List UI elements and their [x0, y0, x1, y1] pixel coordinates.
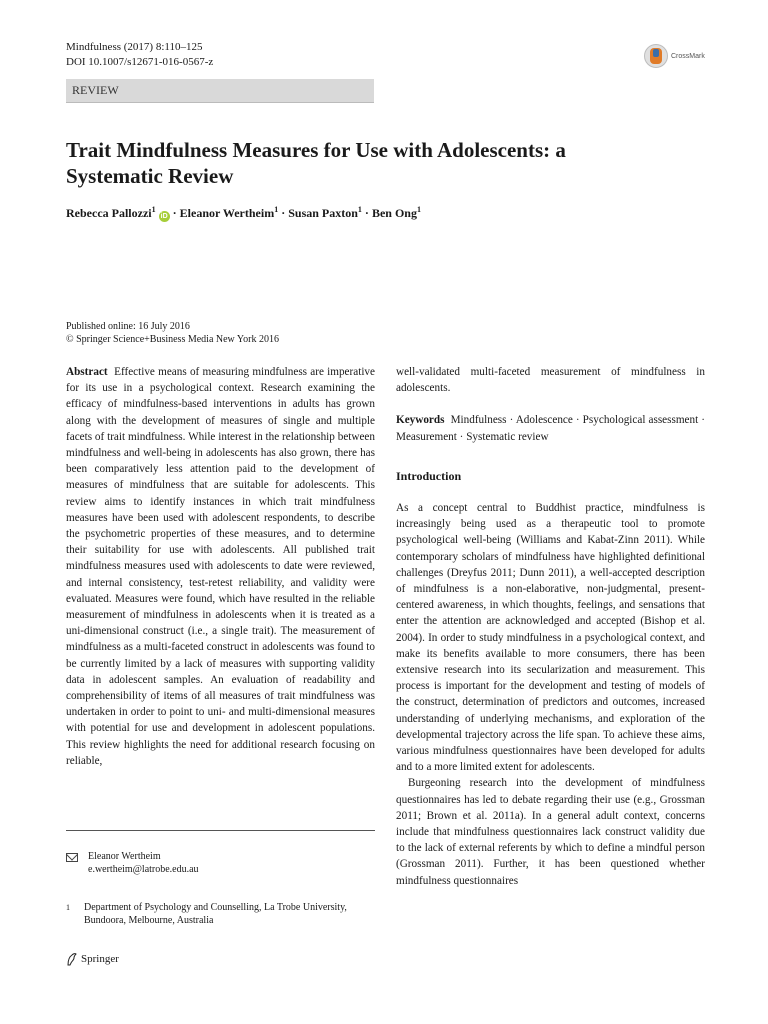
crossmark-label: CrossMark [671, 52, 705, 60]
author-name[interactable]: Susan Paxton [288, 206, 358, 220]
keywords-text: Mindfulness · Adolescence · Psychological assessment · Measurement · Systematic review [396, 414, 705, 443]
journal-header [66, 40, 213, 70]
publisher-footer [66, 952, 119, 966]
envelope-icon [66, 853, 78, 862]
affiliation-text: Department of Psychology and Counselling, La Trobe University, Bundoora, Melbourne, Australia [84, 902, 347, 926]
published-online-date: Published online: 16 July 2016 [66, 321, 190, 332]
introduction-paragraph: Burgeoning research into the development of mindfulness questionnaires has led to debate regarding their use (e.g., Grossman 2011; Brown et al. 2011a). In a general adult context, concerns include that mindfulness questionnaires lack construct validity due to the lack of external referents by which to define a mindful person (Grossman 2011). Further, it has been questioned whether mindfulness questionnaires [396, 777, 705, 887]
author-name[interactable]: Rebecca Pallozzi [66, 206, 152, 220]
footnote-divider [66, 830, 375, 831]
right-column [396, 364, 705, 889]
journal-citation: Mindfulness (2017) 8:110–125 [66, 41, 203, 53]
author-affiliation-mark: 1 [416, 205, 421, 214]
abstract-heading: Abstract [66, 366, 108, 378]
author-name[interactable]: Eleanor Wertheim [179, 206, 275, 220]
abstract-paragraph [66, 364, 375, 769]
publisher-name: Springer [81, 953, 119, 965]
affiliation-note [66, 901, 374, 927]
introduction-heading: Introduction [396, 468, 462, 483]
copyright-line: © Springer Science+Business Media New York 2016 [66, 334, 279, 345]
correspondence-note [66, 850, 199, 876]
abstract-text: Effective means of measuring mindfulness are imperative for its use in a psychological context. Research examining the efficacy of mindfulness-based interventions in adults has grown along with the development of measures of single and multiple facets of trait mindfulness. While interest in the relationship between mindfulness and well-being in adolescents has also grown, there has been comparatively less attention paid to the development of measures of mindfulness that are suitable for adolescents. This review aims to identify instances in which trait mindfulness measures have been used with adolescent respondents, to describe the psychometric properties of these measures, and to determine their suitability for use with adolescents. All published trait mindfulness measures used with adolescents to date were reviewed, and internal consistency, test-retest reliability, and validity were evaluated. Measures were found, which have resulted in the reliable measurement of mindfulness in adolescents when it is treated as a uni-dimensional construct (i.e., a single trait). The measurement of mindfulness as a multi-faceted construct in adolescents was found to be currently limited by a lack of measures with supporting validity data in adolescent samples. An evaluation of readability and comprehensibility of items of all measures of trait mindfulness was undertaken in order to point to uni- and multi-dimensional measures with potential for use and development in adolescent populations. This review highlights the need for additional research focusing on reliable, [66, 366, 375, 767]
orcid-icon[interactable]: iD [160, 213, 168, 220]
introduction-paragraph: As a concept central to Buddhist practice, mindfulness is increasingly being used as a therapeutic tool to promote psychological well-being (Williams and Kabat-Zinn 2011). While contemporary scholars of mindfulness have highlighted definitional challenges (Dreyfus 2011; Dunn 2011), a well-accepted description of mindfulness is a non-elaborative, non-judgmental, present-centered awareness, in which thoughts, feelings, and sensations that enter the attention are acknowledged and accepted (Bishop et al. 2004). In order to study mindfulness in a psychological context, and make its benefits available to more consumers, there has been extensive research into its secularization and measurement. This process is important for the development and testing of models of the construct, determination of predictors and outcomes, increased understanding of underlying mechanisms, and exploration of the developmental trajectory across the life span. To achieve these aims, various mindfulness questionnaires have been developed for adults and to a more limited extent for adolescents. [396, 502, 705, 774]
corresponding-author-email[interactable]: e.wertheim@latrobe.edu.au [88, 864, 199, 875]
crossmark-icon [644, 44, 668, 68]
publication-info [66, 320, 279, 346]
keywords-paragraph [396, 412, 705, 444]
crossmark-badge[interactable] [644, 42, 724, 70]
left-column [66, 364, 375, 769]
springer-horse-icon [66, 952, 78, 966]
author-list: Rebecca Pallozzi$^1$ iD · Eleanor Wertheim$^1$ · Susan Paxton$^1$ · Ben Ong$^1$ [66, 205, 421, 220]
keywords-heading: Keywords [396, 414, 445, 427]
doi-link[interactable]: DOI 10.1007/s12671-016-0567-z [66, 56, 214, 68]
author-affiliation-mark: 1 [274, 205, 279, 214]
author-affiliation-mark: 1 [151, 205, 156, 214]
affiliation-number: 1 [66, 903, 70, 912]
article-title: Trait Mindfulness Measures for Use with Adolescents: a Systematic Review [66, 138, 566, 188]
author-name[interactable]: Ben Ong [371, 206, 417, 220]
article-type-bar: REVIEW [66, 79, 374, 103]
abstract-continuation: well-validated multi-faceted measurement of mindfulness in adolescents. [396, 366, 705, 395]
author-affiliation-mark: 1 [357, 205, 362, 214]
corresponding-author-name: Eleanor Wertheim [88, 851, 161, 862]
